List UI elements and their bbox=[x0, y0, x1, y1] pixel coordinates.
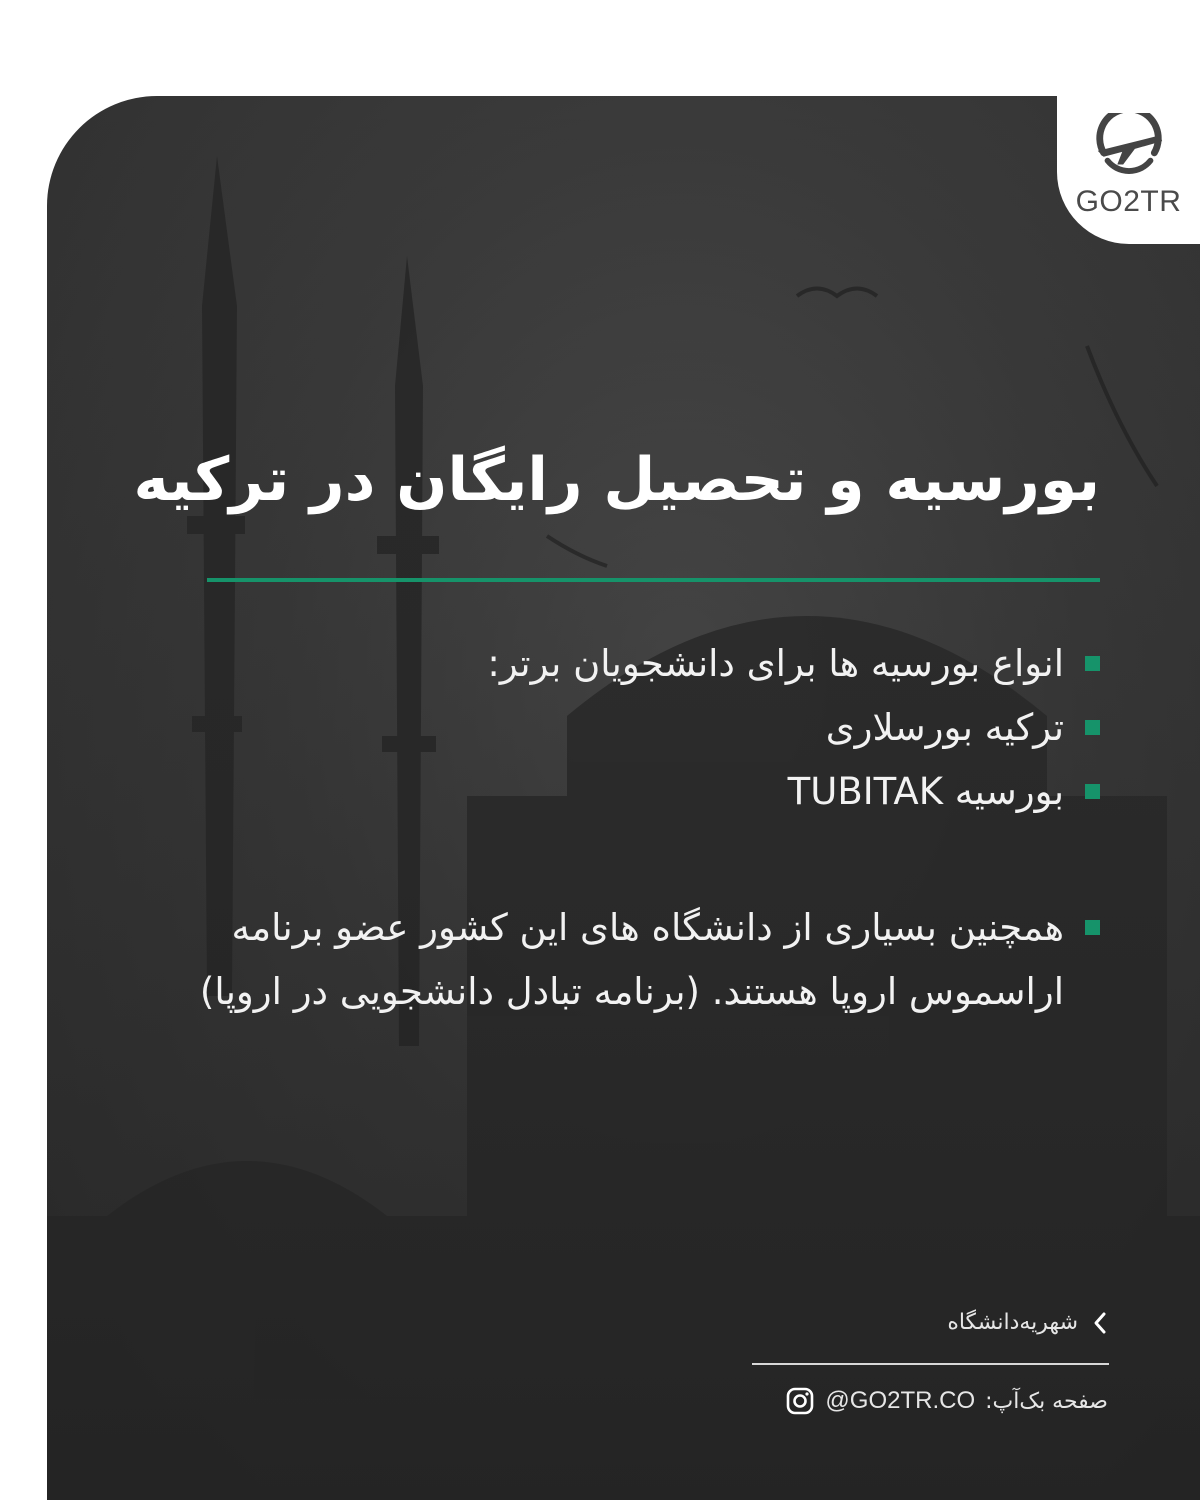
backup-page-label: صفحه بک‌آپ: bbox=[985, 1388, 1108, 1414]
bullet-list bbox=[100, 632, 1100, 1024]
bullet-square-icon bbox=[1085, 720, 1100, 735]
brand-logo-badge bbox=[1057, 96, 1200, 244]
list-item bbox=[100, 632, 1100, 696]
bullet-square-icon bbox=[1085, 784, 1100, 799]
footer-divider bbox=[752, 1363, 1109, 1365]
list-item bbox=[100, 896, 1100, 1024]
chevron-left-icon bbox=[1092, 1311, 1108, 1335]
title-divider bbox=[207, 578, 1100, 582]
bullet-square-icon bbox=[1085, 656, 1100, 671]
university-tuition-link[interactable] bbox=[947, 1310, 1108, 1335]
backup-page-footer bbox=[785, 1386, 1108, 1416]
list-item bbox=[100, 760, 1100, 824]
page-title: بورسیه و تحصیل رایگان در ترکیه bbox=[133, 445, 1100, 515]
list-item-text: همچنین بسیاری از دانشگاه های این کشور عضو برنامه اراسموس اروپا هستند. (برنامه تبادل دانشجویی در اروپا) bbox=[199, 906, 1064, 1013]
list-item bbox=[100, 696, 1100, 760]
instagram-handle[interactable]: @GO2TR.CO bbox=[825, 1387, 976, 1414]
list-item-text: انواع بورسیه ها برای دانشجویان برتر: bbox=[487, 642, 1064, 685]
list-item-text: ترکیه بورسلاری bbox=[825, 706, 1064, 749]
airplane-globe-icon bbox=[1090, 113, 1168, 179]
list-item-text: بورسیه TUBITAK bbox=[787, 770, 1064, 813]
university-tuition-link-label: شهریه‌دانشگاه bbox=[947, 1310, 1078, 1335]
bullet-square-icon bbox=[1085, 920, 1100, 935]
instagram-icon[interactable] bbox=[785, 1386, 815, 1416]
brand-name: GO2TR bbox=[1075, 185, 1182, 218]
